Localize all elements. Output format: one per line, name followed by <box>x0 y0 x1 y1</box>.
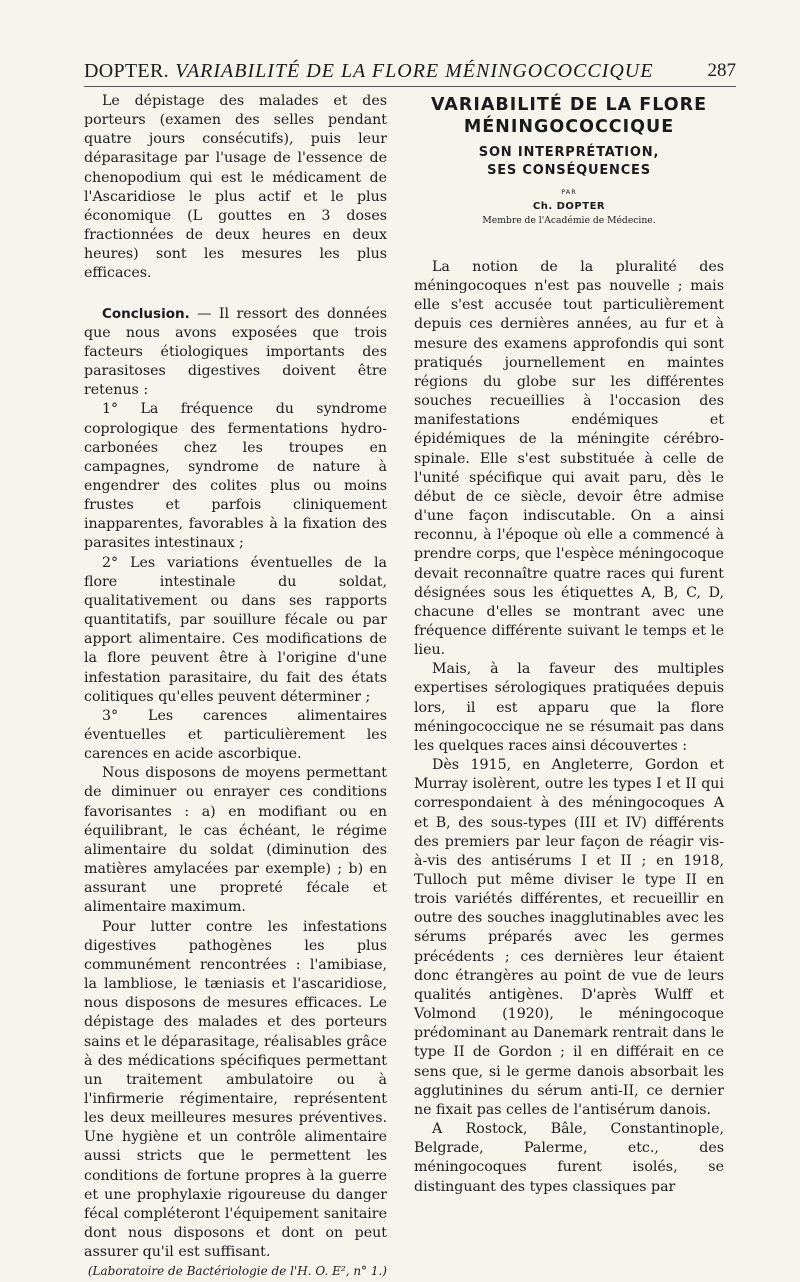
lab-note: (Laboratoire de Bactériologie de l'H. O. E², n° 1.) <box>87 1264 387 1279</box>
article-paragraph-3: Dès 1915, en Angleterre, Gordon et Murray isolèrent, outre les types I et II qui correspondaient à des méningocoques A et B, des sous-types (III et IV) différents des premiers par leur façon de réagir vis-à-vis des antisérums I et II ; en 1918, Tulloch put même diviser le type II en trois variétés différentes, et recueillir en outre des souches inagglutinables avec les sérums préparés avec les germes précédents ; ces dernières leur étaient donc étrangères au point de vue de leurs qualités antigènes. D'après Wulff et Volmond (1920), le méningocoque prédominant au Danemark rentrait dans le type II de Gordon ; il en différait en ce sens que, si le germe danois absorbait les agglutinines du sérum anti-II, ce dernier ne fixait pas celles de l'antisérum danois. <box>414 757 724 1118</box>
paragraph-point-1: 1° La fréquence du syndrome coprologique des fermentations hydro-carbonées chez les troupes en campagnes, syndrome de nature à engendrer des colites plus ou moins frustes et parfois cliniquement inapparentes, favorables à la fixation des parasites intestinaux ; <box>84 401 387 552</box>
article-paragraph-2: Mais, à la faveur des multiples expertises sérologiques pratiquées depuis lors, il est apparu que la flore méningococcique ne se résumait pas dans les quelques races ainsi découvertes : <box>414 661 724 754</box>
paragraph-point-3: 3° Les carences alimentaires éventuelles et particulièrement les carences en acide ascorbique. <box>84 707 387 763</box>
article-paragraph-4: A Rostock, Bâle, Constantinople, Belgrade, Palerme, etc., des méningocoques furent isolés, se distinguant des types classiques par <box>414 1121 724 1195</box>
paragraph-intro: Le dépistage des malades et des porteurs (examen des selles pendant quatre jours consécutifs), puis leur déparasitage par l'usage de l'essence de chenopodium qui est le médicament de l'Ascaridiose le plus actif et le plus économique (L gouttes en 3 doses fractionnées de deux heures en deux heures) sont les mesures les plus efficaces. <box>84 93 387 282</box>
article-author: Ch. DOPTER <box>532 201 606 212</box>
paragraph-means: Nous disposons de moyens permettant de diminuer ou enrayer ces conditions favorisantes : a) en modifiant ou en équilibrant, le cas échéant, le régime alimentaire du soldat (diminution des matières amylacées par exemple) ; b) en assurant une propreté fécale et alimentaire maximum. <box>84 765 387 916</box>
article-title-line-1: VARIABILITÉ DE LA FLORE <box>430 95 708 115</box>
article-heading <box>414 94 724 226</box>
conclusion-heading: Conclusion. <box>102 305 190 322</box>
left-column <box>84 92 387 1282</box>
article-par: PAR <box>561 188 577 196</box>
right-column <box>414 258 724 1197</box>
conclusion-text: — Il ressort des données que nous avons exposées que trois facteurs étiologiques importants des parasitoses digestives doivent être retenus : <box>84 305 387 399</box>
article-affiliation: Membre de l'Académie de Médecine. <box>482 215 656 226</box>
article-subtitle-line-1: SON INTERPRÉTATION, <box>478 145 660 160</box>
article-title-line-2: MÉNINGOCOCCIQUE <box>463 117 675 137</box>
running-author: DOPTER. <box>84 60 169 82</box>
paragraph-conclusion <box>84 305 387 401</box>
paragraph-point-2: 2° Les variations éventuelles de la flore intestinale du soldat, qualitativement ou dans ses rapports quantitatifs, par souillure fécale ou par apport alimentaire. Ces modifications de la flore peuvent être à l'origine d'une infestation parasitaire, du fait des états colitiques qu'elles peuvent déterminer ; <box>84 554 387 705</box>
page-number: 287 <box>707 60 736 81</box>
article-subtitle-line-2: SES CONSÉQUENCES <box>487 163 651 178</box>
running-article-title: VARIABILITÉ DE LA FLORE MÉNINGOCOCCIQUE <box>175 60 654 82</box>
article-paragraph-1: La notion de la pluralité des méningocoques n'est pas nouvelle ; mais elle s'est accusée tout particulièrement depuis ces dernières années, au fur et à mesure des examens approfondis qui sont pratiqués journellement en maintes régions du globe sur les différentes souches recueillies à l'occasion des manifestations endémiques et épidémiques de la méningite cérébro-spinale. Elle s'est substituée à celle de l'unité spécifique qui avait paru, dès le début de ce siècle, devoir être admise d'une façon indiscutable. On a ainsi reconnu, à l'époque où elle a commencé à prendre corps, que l'espèce méningocoque devait reconnaître quatre races qui furent désignées sous les étiquettes A, B, C, D, chacune d'elles se montrant avec une fréquence différente suivant le temps et le lieu. <box>414 259 724 659</box>
paragraph-gap <box>84 284 387 305</box>
running-title <box>84 60 653 83</box>
running-header <box>84 58 736 87</box>
paragraph-fight: Pour lutter contre les infestations digestives pathogènes les plus communément rencontrées : l'amibiase, la lambliose, le tæniasis et l'ascaridiose, nous disposons de mesures efficaces. Le dépistage des malades et des porteurs sains et le déparasitage, réalisables grâce à des médications spécifiques permettant un traitement ambulatoire ou à l'infirmerie régimentaire, représentent les deux meilleures mesures préventives. Une hygiène et un contrôle alimentaire aussi stricts que le permettent les conditions de fortune propres à la guerre et une prophylaxie rigoureuse du danger fécal compléteront l'équipement sanitaire dont nous disposons et dont on peut assurer qu'il est suffisant. <box>84 918 387 1261</box>
